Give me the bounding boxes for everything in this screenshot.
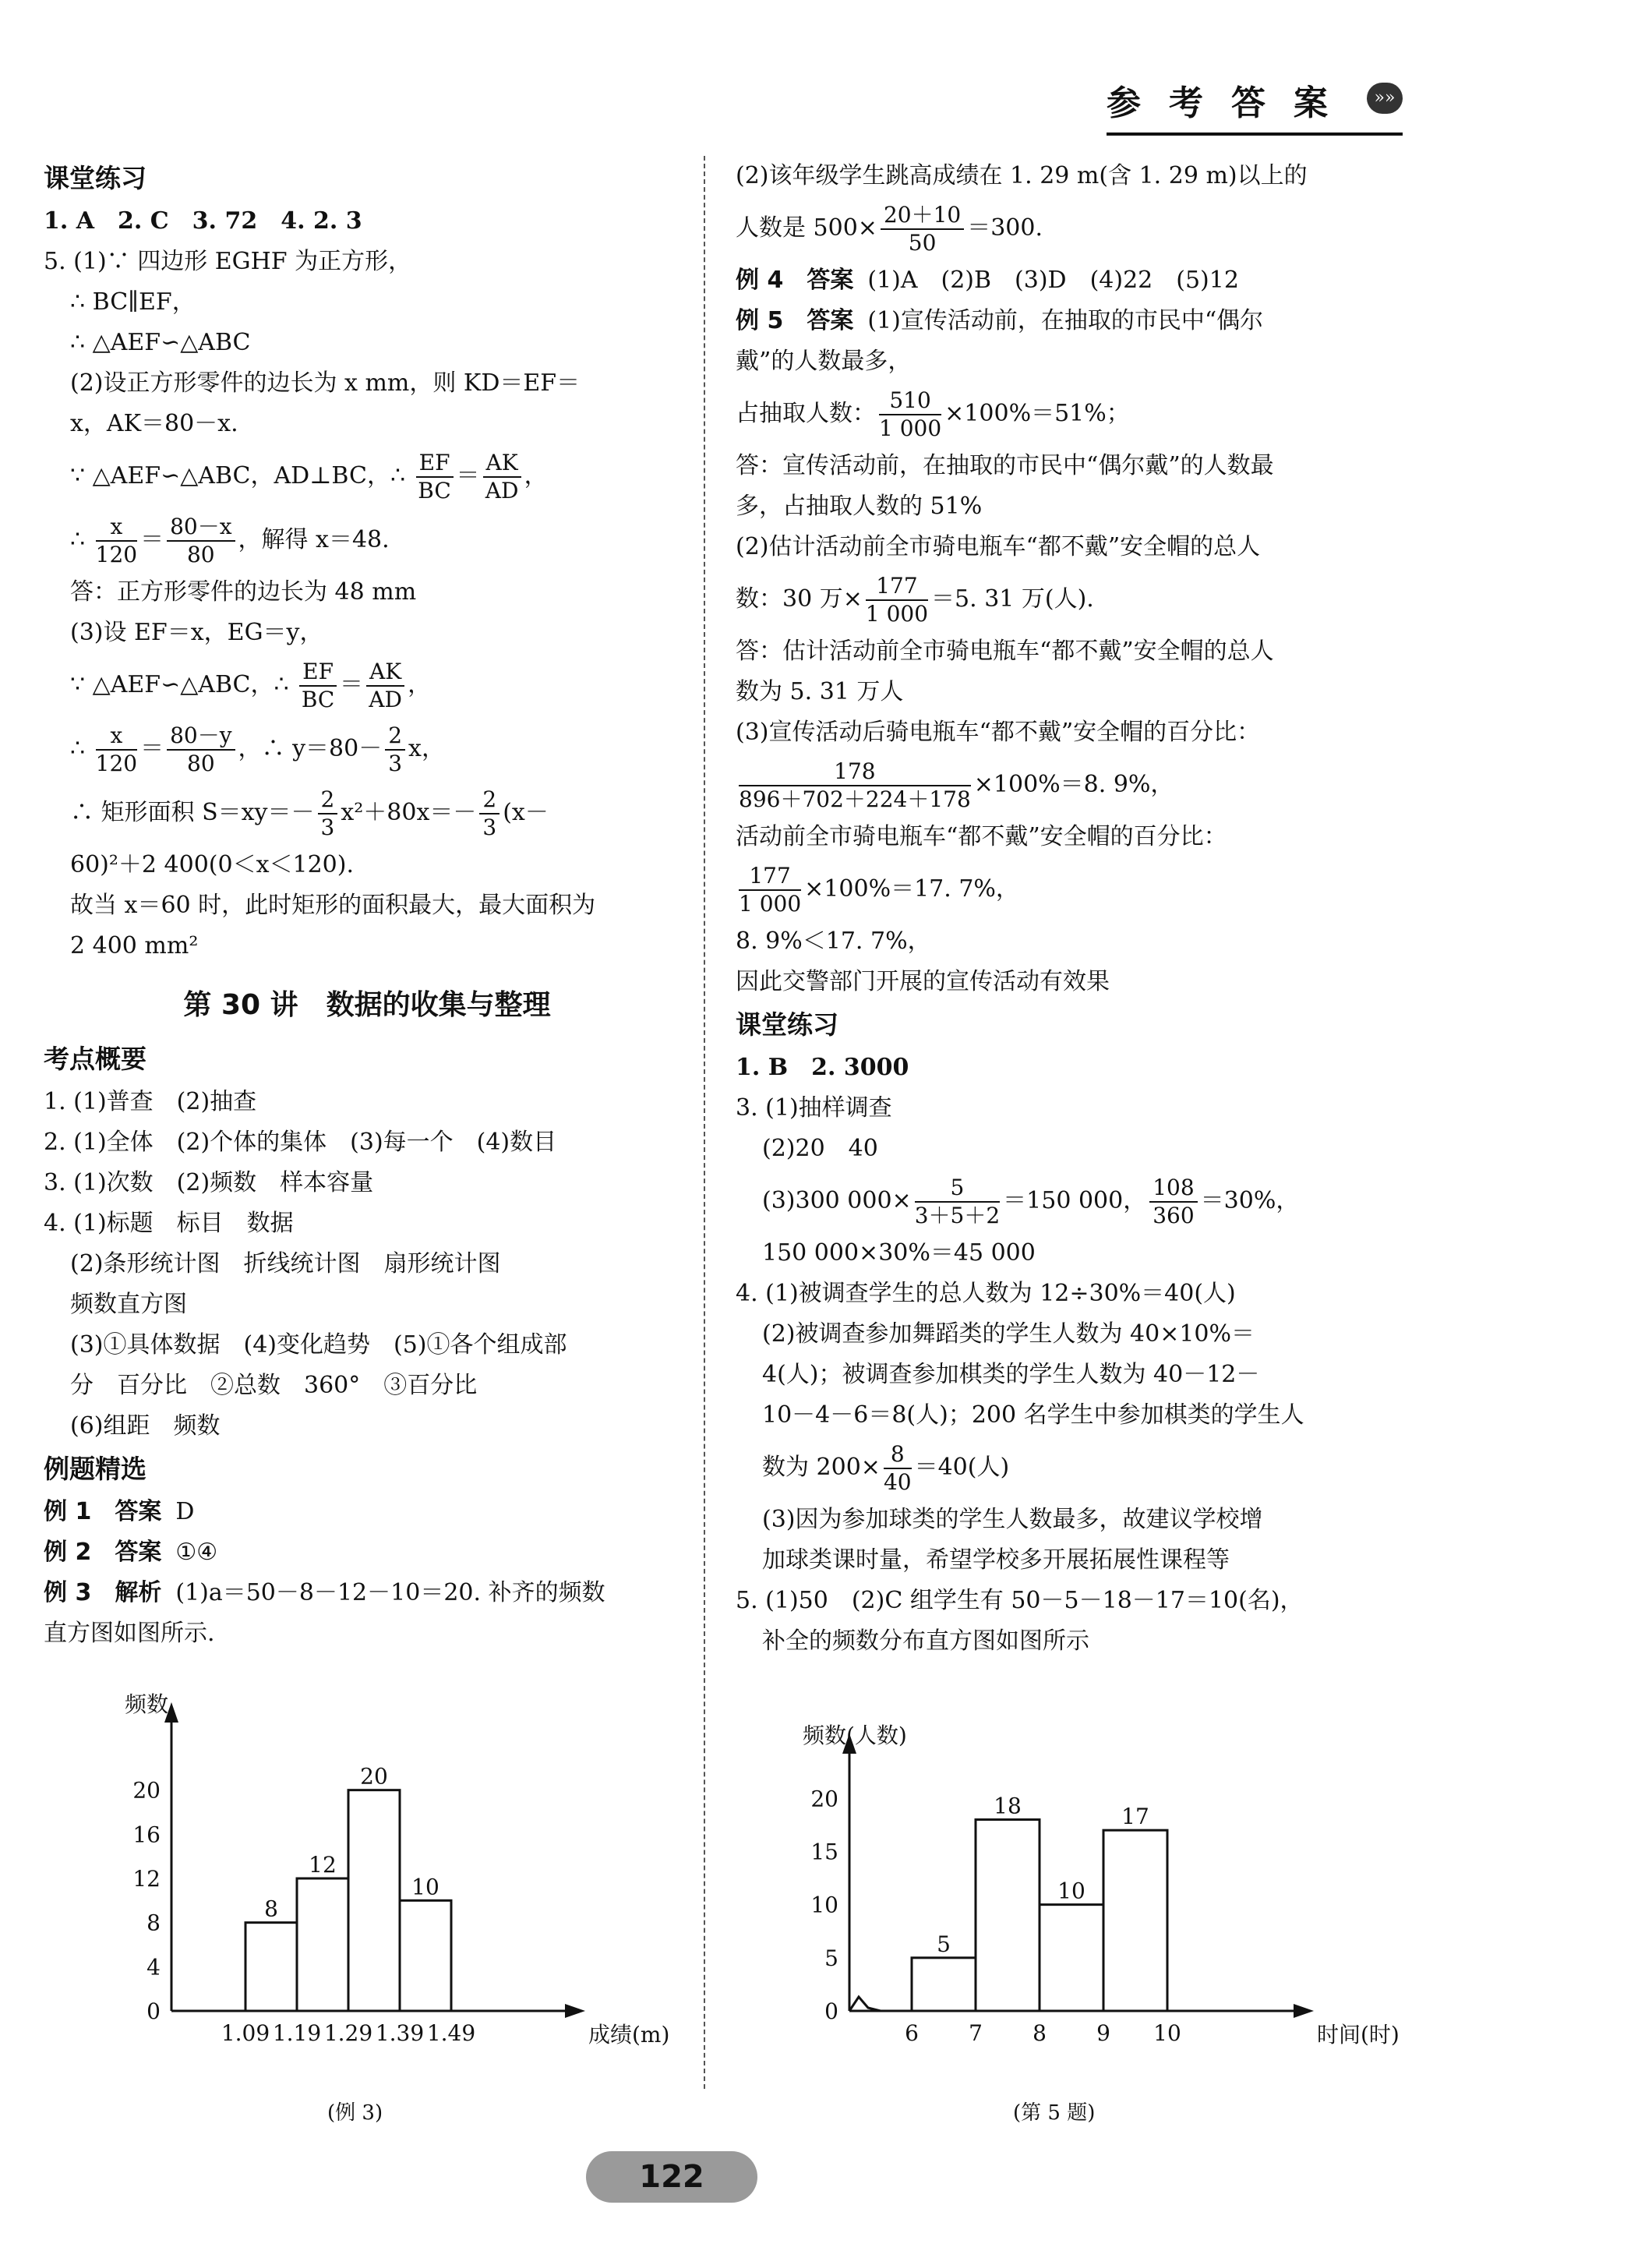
- fraction: [299, 659, 337, 713]
- answer-line: 1. (1)普查 (2)抽查: [44, 1088, 257, 1115]
- answer-line: (2)被调查参加舞蹈类的学生人数为 40×10%＝: [762, 1320, 1255, 1348]
- x-tick-label: 1.49: [426, 2020, 476, 2046]
- answer-line: 1. A 2. C 3. 72 4. 2. 3: [44, 207, 362, 235]
- histogram-bar: [976, 1820, 1040, 2011]
- histogram-bar: [245, 1923, 297, 2011]
- fraction: [366, 659, 404, 713]
- answer-line: ∵ △AEF∽△ABC，∴ $\frac{EF}{BC}$ ＝ $\frac{AK}{AD}$ ，: [70, 659, 432, 712]
- text: ∵ △AEF∽△ABC，∴: [70, 671, 289, 698]
- section-heading: 课堂练习: [44, 163, 146, 193]
- histogram-example-3: [70, 1691, 670, 2097]
- denominator: 120: [95, 542, 138, 567]
- text: 数为 200×: [762, 1454, 881, 1481]
- bar-value-label: 5: [937, 1931, 951, 1957]
- text: ＝300.: [967, 214, 1043, 242]
- histogram-svg: [779, 1723, 1400, 2097]
- fraction: [483, 450, 521, 504]
- y-axis-label: 频数(人数): [803, 1723, 907, 1748]
- page-header: [1107, 75, 1403, 122]
- answer-line: 2. (1)全体 (2)个体的集体 (3)每一个 (4)数目: [44, 1129, 557, 1156]
- histogram-svg: [70, 1691, 670, 2097]
- denominator: BC: [418, 478, 451, 504]
- text: ×100%＝8. 9%，: [973, 771, 1174, 798]
- x-tick-label: 1.09: [221, 2020, 270, 2046]
- answer-line: ∴ △AEF∽△ABC: [70, 329, 251, 356]
- numerator: EF: [299, 659, 337, 687]
- bar-value-label: 18: [994, 1793, 1022, 1819]
- text: ∴: [70, 526, 86, 553]
- text: ＝40(人): [914, 1454, 1010, 1481]
- example-label: 例 5 答案: [736, 307, 854, 334]
- text: (1)a＝50－8－12－10＝20. 补齐的频数: [175, 1579, 605, 1606]
- answer-line: ∴ $\frac{x}{120}$ ＝ $\frac{80-y}{80}$ ，∴ y＝80－ $\frac{2}{3}$ x，: [70, 723, 445, 776]
- text: ①④: [175, 1539, 218, 1566]
- answer-line: (3)①具体数据 (4)变化趋势 (5)①各个组成部: [70, 1331, 567, 1359]
- fraction: [385, 723, 405, 777]
- answer-line: 5. (1)∵ 四边形 EGHF 为正方形，: [44, 248, 412, 275]
- denominator: AD: [369, 687, 402, 712]
- denominator: 80: [187, 751, 215, 776]
- denominator: AD: [485, 478, 519, 504]
- text: ，∴ y＝80－: [238, 735, 383, 762]
- answer-line: 8. 9%＜17. 7%，: [736, 928, 931, 955]
- x-axis-label: 成绩(m): [588, 2022, 670, 2048]
- denominator: 3: [482, 814, 497, 840]
- answer-line: 3. (1)次数 (2)频数 样本容量: [44, 1169, 374, 1196]
- x-tick-label: 1.29: [323, 2020, 373, 2046]
- y-tick-label: 15: [810, 1839, 838, 1865]
- numerator: AK: [483, 450, 521, 478]
- numerator: 80－y: [167, 723, 235, 751]
- answer-line: [736, 753, 1398, 817]
- x-tick-label: 10: [1153, 2020, 1181, 2046]
- chart-caption: (例 3): [327, 2101, 383, 2125]
- header-title: 参考答案: [1107, 83, 1356, 123]
- text: 数：30 万×: [736, 585, 863, 613]
- answer-line: 150 000×30%＝45 000: [762, 1239, 1036, 1267]
- denominator: BC: [301, 687, 335, 712]
- text: ＝30%，: [1200, 1187, 1300, 1214]
- text: x，: [408, 735, 445, 762]
- numerator: x: [96, 514, 137, 542]
- bar-value-label: 10: [1057, 1878, 1085, 1904]
- page-number: 122: [586, 2151, 757, 2203]
- numerator: x: [96, 723, 137, 751]
- text: ∵ △AEF∽△ABC，AD⊥BC，∴: [70, 462, 406, 489]
- numerator: 108: [1149, 1175, 1197, 1203]
- denominator: 50: [908, 230, 937, 256]
- x-tick-label: 7: [969, 2020, 983, 2046]
- numerator: 510: [879, 387, 941, 415]
- numerator: 177: [739, 863, 801, 891]
- answer-line: 5. (1)50 (2)C 组学生有 50－5－18－17＝10(名)，: [736, 1587, 1304, 1614]
- fraction: [167, 514, 235, 568]
- text: ∴ 矩形面积 S＝xy＝－: [70, 799, 315, 826]
- fraction: [881, 202, 964, 256]
- answer-line: 数为 5. 31 万人: [736, 678, 904, 705]
- denominator: 1 000: [739, 891, 802, 917]
- histogram-bar: [400, 1900, 451, 2011]
- fraction: [915, 1175, 1000, 1229]
- answer-line: (2)估计活动前全市骑电瓶车“都不戴”安全帽的总人: [736, 533, 1261, 560]
- column-divider: [704, 156, 705, 2089]
- numerator: 80－x: [167, 514, 235, 542]
- answer-line: 4(人)；被调查参加棋类的学生人数为 40－12－: [762, 1361, 1260, 1388]
- text: (x－: [503, 799, 549, 826]
- numerator: 2: [385, 723, 405, 751]
- answer-line: (2)20 40: [762, 1135, 878, 1162]
- answer-line: ∵ △AEF∽△ABC，AD⊥BC，∴ $\frac{EF}{BC}$ ＝ $\frac{AK}{AD}$ ，: [70, 450, 548, 504]
- text: (1)宣传活动前，在抽取的市民中“偶尔: [867, 307, 1264, 334]
- answer-line: [736, 196, 1398, 260]
- y-tick-label: 8: [146, 1910, 161, 1936]
- text: 占抽取人数：: [736, 400, 876, 427]
- answer-line: (3)宣传活动后骑电瓶车“都不戴”安全帽的百分比：: [736, 719, 1261, 746]
- answer-line: (2)条形统计图 折线统计图 扇形统计图: [70, 1250, 501, 1277]
- text: x²＋80x＝－: [341, 799, 477, 826]
- x-tick-label: 8: [1032, 2020, 1047, 2046]
- fraction: [96, 514, 137, 568]
- example-label: 例 4 答案: [736, 267, 854, 294]
- answer-line: (2)设正方形零件的边长为 x mm，则 KD＝EF＝: [70, 369, 581, 397]
- x-axis-arrow-icon: [565, 2004, 585, 2018]
- answer-line: 故当 x＝60 时，此时矩形的面积最大，最大面积为: [70, 892, 596, 919]
- x-tick-label: 6: [905, 2020, 919, 2046]
- answer-line: 10－4－6＝8(人)；200 名学生中参加棋类的学生人: [762, 1401, 1304, 1429]
- denominator: 3: [388, 751, 403, 776]
- histogram-bar: [297, 1878, 348, 2011]
- header-rule: [1107, 133, 1403, 136]
- text: D: [175, 1498, 195, 1525]
- fraction: [739, 863, 801, 917]
- numerator: 2: [318, 786, 338, 814]
- answer-line: (3)因为参加球类的学生人数最多，故建议学校增: [762, 1506, 1263, 1533]
- answer-line: (3)设 EF＝x，EG＝y，: [70, 619, 323, 646]
- bar-value-label: 20: [360, 1763, 388, 1790]
- fraction: [416, 450, 454, 504]
- numerator: 8: [884, 1441, 912, 1469]
- answer-line: ∴ $\frac{x}{120}$ ＝ $\frac{80-x}{80}$ ，解得 x＝48.: [70, 514, 390, 567]
- denominator: 360: [1153, 1203, 1195, 1228]
- numerator: 2: [479, 786, 499, 814]
- denominator: 896＋702＋224＋178: [739, 786, 971, 812]
- answer-line: 1. B 2. 3000: [736, 1054, 909, 1081]
- y-tick-label: 20: [810, 1786, 838, 1812]
- section-heading: 例题精选: [44, 1454, 146, 1484]
- denominator: 3: [320, 814, 335, 840]
- histogram-bar: [1103, 1830, 1167, 2011]
- answer-line: [736, 857, 1398, 921]
- example-line: [44, 1492, 690, 1532]
- fraction: [167, 723, 235, 777]
- y-tick-label: 4: [146, 1954, 161, 1981]
- y-tick-label: 5: [824, 1945, 838, 1971]
- text: ×100%＝17. 7%，: [804, 875, 1019, 903]
- denominator: 40: [883, 1469, 912, 1495]
- denominator: 1 000: [865, 601, 929, 627]
- answer-line: 答：正方形零件的边长为 48 mm: [70, 578, 417, 606]
- fraction: [879, 387, 941, 442]
- x-tick-label: 1.39: [375, 2020, 425, 2046]
- x-tick-label: 1.19: [272, 2020, 322, 2046]
- y-tick-label: 16: [132, 1822, 161, 1848]
- y-axis-label: 频数: [125, 1691, 169, 1717]
- chart-caption: (第 5 题): [1013, 2101, 1096, 2125]
- bar-value-label: 17: [1121, 1804, 1149, 1830]
- y-tick-label: 0: [146, 1998, 161, 2024]
- axis-break-mark: [849, 1997, 881, 2011]
- denominator: 1 000: [879, 415, 942, 441]
- example-label: 例 2 答案: [44, 1539, 162, 1566]
- answer-line: 4. (1)标题 标目 数据: [44, 1210, 294, 1237]
- histogram-bar: [348, 1790, 400, 2011]
- numerator: 20＋10: [881, 202, 964, 230]
- fraction: [318, 786, 338, 841]
- bar-value-label: 8: [264, 1896, 278, 1922]
- answer-line: [736, 382, 1398, 446]
- answer-line: 多，占抽取人数的 51%: [736, 493, 983, 520]
- answer-line: 答：估计活动前全市骑电瓶车“都不戴”安全帽的总人: [736, 638, 1274, 665]
- answer-line: 3. (1)抽样调查: [736, 1094, 892, 1122]
- answer-line: (6)组距 频数: [70, 1412, 221, 1440]
- right-column: [736, 156, 1398, 1662]
- y-tick-label: 0: [824, 1998, 838, 2024]
- histogram-question-5: [779, 1723, 1400, 2097]
- fraction: [884, 1441, 912, 1496]
- answer-line: (2)该年级学生跳高成绩在 1. 29 m(含 1. 29 m)以上的: [736, 162, 1308, 189]
- answer-line: 戴”的人数最多，: [736, 348, 912, 375]
- answer-line: 2 400 mm²: [70, 932, 199, 959]
- text: ＝150 000，: [1003, 1187, 1147, 1214]
- answer-line: 加球类课时量，希望学校多开展拓展性课程等: [762, 1546, 1230, 1574]
- answer-line: [736, 1436, 1398, 1500]
- answer-line: [44, 781, 690, 845]
- x-axis-label: 时间(时): [1317, 2022, 1400, 2048]
- answer-line: 补全的频数分布直方图如图所示: [762, 1627, 1089, 1655]
- example-line: [736, 301, 1398, 341]
- fraction: [1149, 1175, 1197, 1229]
- numerator: 178: [739, 758, 971, 786]
- fraction: [96, 723, 137, 777]
- text: ＝5. 31 万(人).: [931, 585, 1094, 613]
- fraction: [739, 758, 971, 813]
- denominator: 80: [186, 542, 215, 567]
- text: (1)A (2)B (3)D (4)22 (5)12: [867, 267, 1239, 294]
- answer-line: 60)²＋2 400(0＜x＜120).: [70, 851, 354, 878]
- x-tick-label: 9: [1096, 2020, 1110, 2046]
- answer-line: 因此交警部门开展的宣传活动有效果: [736, 968, 1110, 995]
- x-axis-arrow-icon: [1294, 2004, 1314, 2018]
- y-tick-label: 12: [132, 1866, 161, 1892]
- y-tick-label: 20: [132, 1777, 161, 1804]
- text: ×100%＝51%；: [944, 400, 1130, 427]
- answer-line: 直方图如图所示.: [44, 1620, 215, 1647]
- answer-line: 活动前全市骑电瓶车“都不戴”安全帽的百分比：: [736, 823, 1227, 850]
- answer-line: 4. (1)被调查学生的总人数为 12÷30%＝40(人): [736, 1280, 1236, 1307]
- example-line: [44, 1573, 690, 1613]
- answer-line: [736, 567, 1398, 631]
- numerator: AK: [366, 659, 404, 687]
- denominator: 3＋5＋2: [914, 1203, 1001, 1228]
- numerator: EF: [416, 450, 454, 478]
- example-label: 例 3 解析: [44, 1579, 162, 1606]
- bar-value-label: 12: [309, 1852, 337, 1878]
- text: 人数是 500×: [736, 214, 877, 242]
- numerator: 177: [866, 573, 928, 601]
- bar-value-label: 10: [411, 1874, 439, 1900]
- answer-line: 分 百分比 ②总数 360° ③百分比: [70, 1372, 478, 1399]
- answer-line: 频数直方图: [70, 1291, 187, 1318]
- text: ，解得 x＝48.: [238, 526, 390, 553]
- denominator: 120: [95, 751, 138, 776]
- left-column: [44, 156, 690, 1654]
- text: ∴: [70, 735, 86, 762]
- section-heading: 考点概要: [44, 1044, 146, 1074]
- answer-line: ∴ BC∥EF，: [70, 288, 196, 316]
- example-line: [736, 260, 1398, 301]
- fraction: [479, 786, 499, 841]
- numerator: 5: [915, 1175, 1000, 1203]
- answer-line: [736, 1169, 1398, 1233]
- histogram-bar: [912, 1958, 976, 2011]
- header-arrow-icon: »»: [1367, 83, 1403, 114]
- text: (3)300 000×: [762, 1187, 912, 1214]
- answer-line: x，AK＝80－x.: [70, 410, 238, 437]
- lecture-title: 第 30 讲 数据的收集与整理: [183, 989, 551, 1021]
- example-line: [44, 1532, 690, 1573]
- section-heading: 课堂练习: [736, 1009, 838, 1040]
- histogram-bar: [1040, 1905, 1103, 2011]
- answer-line: 答：宣传活动前，在抽取的市民中“偶尔戴”的人数最: [736, 452, 1274, 479]
- y-tick-label: 10: [810, 1892, 838, 1918]
- example-label: 例 1 答案: [44, 1498, 162, 1525]
- fraction: [866, 573, 928, 627]
